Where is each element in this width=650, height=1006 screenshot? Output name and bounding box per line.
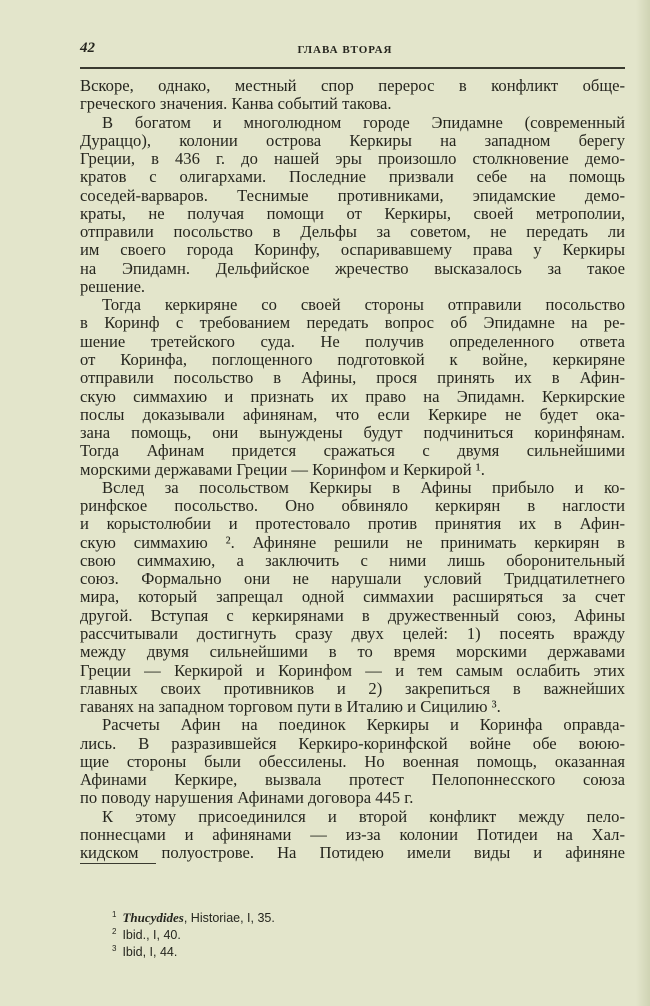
text-line: на Эпидамн. Дельфийское жречество высказалось за такое — [80, 258, 625, 278]
footnote-text: , Historiae, I, 35. — [183, 911, 275, 926]
text-line: им своего города Коринфу, оспаривавшему права у Керкиры — [80, 240, 625, 260]
body-text — [80, 77, 625, 862]
text-line: в Коринф с требованием передать вопрос об Эпидамне на ре- — [80, 313, 625, 333]
text-line: скую симмахию ². Афиняне решили не принимать керкирян в — [80, 532, 625, 552]
text-line: кидском полуострове. На Потидею имели виды и афиняне — [80, 843, 625, 863]
footnote-separator — [80, 863, 156, 864]
page-number: 42 — [80, 40, 95, 56]
text-line: послы доказывали афинянам, что если Керкире не будет ока- — [80, 404, 625, 424]
text-line: морскими державами Греции — Коринфом и Керкирой ¹. — [80, 459, 485, 479]
text-line: греческого значения. Канва событий такова. — [80, 94, 392, 114]
text-line: скую симмахию и признать их право на Эпидамн. Керкирские — [80, 386, 625, 406]
footnotes — [112, 906, 275, 960]
text-line: Вскоре, однако, местный спор перерос в конфликт обще- — [80, 76, 625, 95]
text-line: союз. Формально они не нарушали условий Тридцатилетнего — [80, 569, 625, 589]
page-edge-shadow — [636, 0, 650, 1006]
text-line: К этому присоединился и второй конфликт между пело- — [102, 806, 625, 826]
text-line: ринфское посольство. Оно обвиняло керкирян в наглости — [80, 496, 625, 516]
text-line: отправили посольство в Афины, прося принять их в Афин- — [80, 368, 625, 388]
text-line: свою симмахию, а заключить с ними лишь оборонительный — [80, 550, 625, 570]
text-line: кратов с олигархами. Последние призвали себе на помощь — [80, 167, 625, 187]
footnote-text: Ibid., I, 40. — [122, 928, 181, 943]
text-line: Греции — Керкирой и Коринфом — и тем самым ослабить этих — [80, 660, 625, 680]
text-line: Тогда керкиряне со своей стороны отправили посольство — [102, 295, 625, 315]
footnote-mark: 3 — [112, 944, 117, 953]
text-line: мира, который запрещал одной симмахии расширяться за счет — [80, 587, 625, 607]
text-line: отправили посольство в Дельфы за советом, не передать ли — [80, 222, 625, 242]
text-line: Греции, в 436 г. до нашей эры произошло столкновение демо- — [80, 149, 625, 169]
text-line: решение. — [80, 276, 146, 296]
text-line: по поводу нарушения Афинами договора 445 г. — [80, 788, 414, 808]
text-line: лись. В разразившейся Керкиро-коринфской войне обе воюю- — [80, 733, 625, 753]
footnote — [112, 923, 275, 943]
text-line: и корыстолюбии и протестовало против принятия их в Афин- — [80, 514, 625, 534]
footnote — [112, 940, 275, 960]
text-line: главных своих противников и 2) закрепиться в важнейших — [80, 678, 625, 698]
header-rule — [80, 67, 625, 69]
text-line: Афинами Керкире, вызвала протест Пелопоннесского союза — [80, 770, 625, 790]
text-line: зана помощь, они вынуждены будут подчиниться коринфянам. — [80, 423, 625, 443]
text-line: Расчеты Афин на поединок Керкиры и Коринфа оправда- — [102, 715, 625, 735]
text-line: В богатом и многолюдном городе Эпидамне (современный — [102, 112, 625, 132]
footnote-mark: 2 — [112, 927, 117, 936]
text-line: Дураццо), колонии острова Керкиры на западном берегу — [80, 130, 625, 150]
footnote-text: Ibid, I, 44. — [122, 945, 178, 960]
text-line: гаванях на западном торговом пути в Италию и Сицилию ³. — [80, 697, 501, 717]
running-title: ГЛАВА ВТОРАЯ — [297, 44, 393, 56]
text-line: от Коринфа, поглощенного подготовкой к войне, керкиряне — [80, 349, 625, 369]
footnote-author: Thucydides — [122, 910, 184, 926]
text-line: соседей-варваров. Теснимые противниками, эпидамские демо- — [80, 185, 625, 205]
text-line: поннесцами и афинянами — из-за колонии Потидеи на Хал- — [80, 824, 625, 844]
text-line: Вслед за посольством Керкиры в Афины прибыло и ко- — [102, 477, 625, 497]
text-line: другой. Вступая с керкирянами в дружественный союз, Афины — [80, 605, 625, 625]
text-line: между двумя сильнейшими в то время морскими державами — [80, 642, 625, 662]
text-line: шение третейского суда. Не получив определенного ответа — [80, 331, 625, 351]
text-line: краты, не получая помощи от Керкиры, своей метрополии, — [80, 203, 625, 223]
footnote-mark: 1 — [112, 910, 117, 919]
footnote — [112, 906, 275, 926]
text-line: Тогда Афинам придется сражаться с двумя сильнейшими — [80, 441, 625, 461]
text-line: рассчитывали достигнуть сразу двух целей: 1) посеять вражду — [80, 623, 625, 643]
text-line: щие стороны были обессилены. Но военная помощь, оказанная — [80, 751, 625, 771]
